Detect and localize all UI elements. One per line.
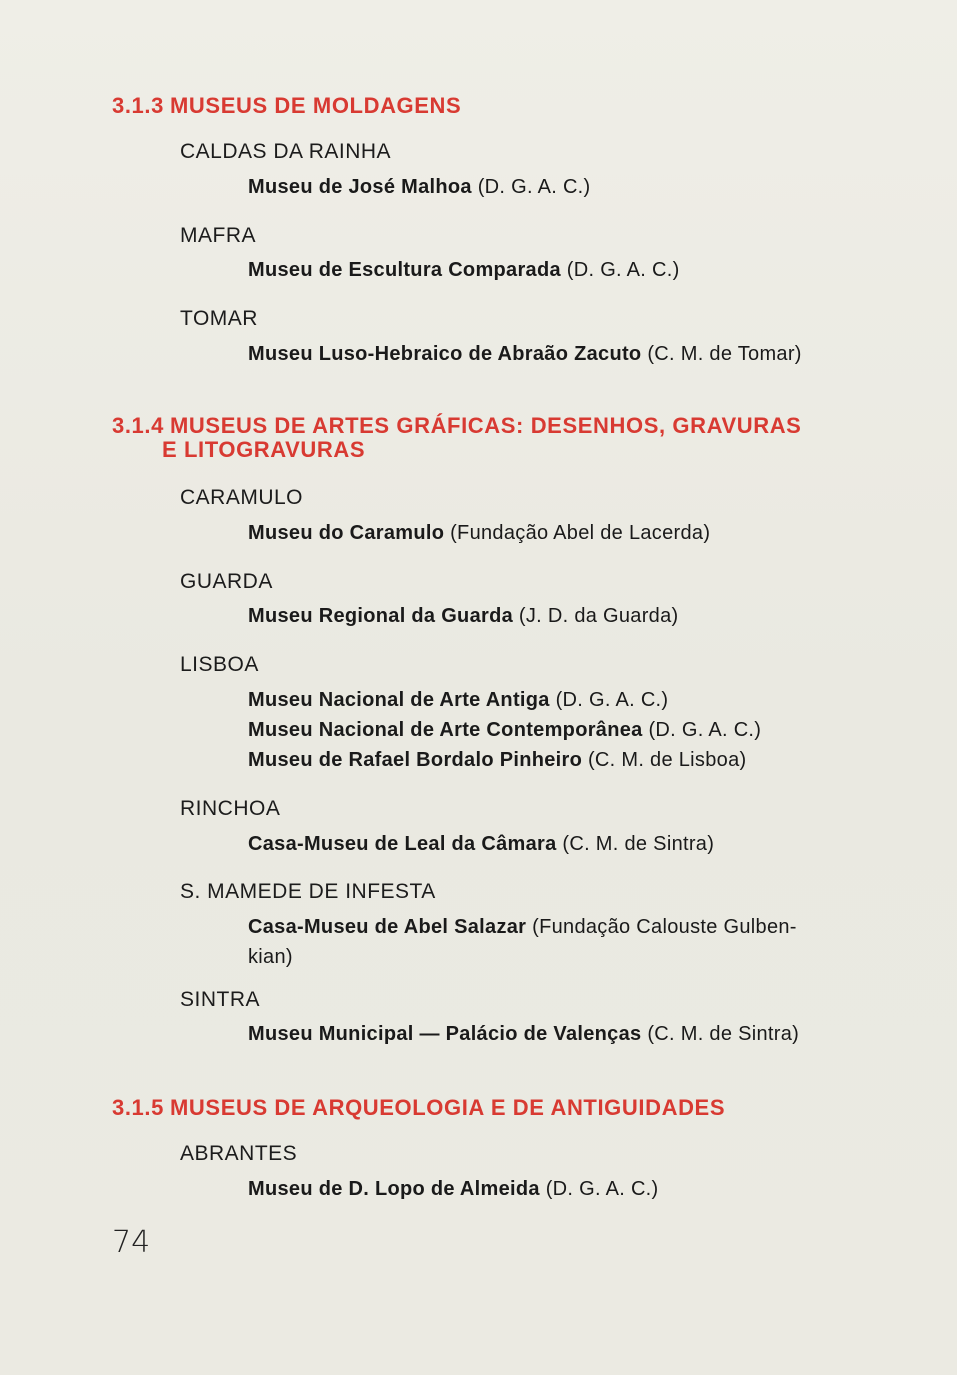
museum-detail: (D. G. A. C.) [555, 689, 669, 711]
museum-entry [248, 685, 880, 715]
museum-detail: (D. G. A. C.) [648, 719, 762, 741]
museum-entry [248, 912, 880, 972]
section-title-continued: E LITOGRAVURAS [162, 437, 366, 462]
museum-detail: (D. G. A. C.) [477, 176, 591, 198]
place-lisboa: LISBOA [180, 653, 259, 676]
page-number: 74 [112, 1225, 151, 1260]
museum-detail: (C. M. de Sintra) [562, 833, 715, 855]
section-title: MUSEUS DE ARQUEOLOGIA E DE ANTIGUIDADES [170, 1095, 726, 1120]
section-number: 3.1.4 [112, 413, 164, 438]
section-heading-3-1-5 [112, 1096, 892, 1120]
place-caramulo: CARAMULO [180, 486, 304, 509]
museum-entry [248, 601, 880, 631]
museum-entry [248, 339, 880, 369]
museum-detail: (Fundação Abel de Lacerda) [450, 522, 711, 544]
museum-entry [248, 518, 880, 548]
place-abrantes: ABRANTES [180, 1142, 298, 1165]
museum-detail: (C. M. de Tomar) [647, 343, 802, 365]
museum-detail: (C. M. de Sintra) [647, 1023, 800, 1045]
museum-entry [248, 1019, 880, 1049]
museum-name: Casa-Museu de Leal da Câmara [248, 833, 557, 855]
museum-name: Museu de Rafael Bordalo Pinheiro [248, 749, 583, 771]
museum-detail: (J. D. da Guarda) [518, 605, 679, 627]
museum-entry [248, 1174, 880, 1204]
museum-name: Museu Municipal — Palácio de Valenças [248, 1023, 642, 1045]
museum-entry [248, 829, 880, 859]
museum-name: Museu de José Malhoa [248, 176, 472, 198]
museum-entry [248, 255, 880, 285]
place-sintra: SINTRA [180, 988, 261, 1011]
section-number: 3.1.3 [112, 93, 164, 118]
museum-detail: (C. M. de Lisboa) [587, 749, 747, 771]
museum-entry [248, 745, 880, 775]
section-heading-3-1-3 [112, 94, 892, 118]
place-guarda: GUARDA [180, 570, 273, 593]
museum-name: Museu do Caramulo [248, 522, 445, 544]
section-title: MUSEUS DE MOLDAGENS [170, 93, 462, 118]
museum-name: Museu Luso-Hebraico de Abraão Zacuto [248, 343, 642, 365]
museum-entry [248, 172, 880, 202]
section-title: MUSEUS DE ARTES GRÁFICAS: DESENHOS, GRAVURAS [170, 413, 802, 438]
place-caldas-da-rainha: CALDAS DA RAINHA [180, 140, 392, 163]
museum-detail: (D. G. A. C.) [545, 1178, 659, 1200]
museum-detail: (Fundação Calouste Gulben- [532, 916, 797, 938]
museum-name: Museu de Escultura Comparada [248, 259, 561, 281]
section-number: 3.1.5 [112, 1095, 164, 1120]
place-rinchoa: RINCHOA [180, 797, 281, 820]
museum-name: Museu de D. Lopo de Almeida [248, 1178, 540, 1200]
museum-name: Museu Regional da Guarda [248, 605, 514, 627]
place-s-mamede-de-infesta: S. MAMEDE DE INFESTA [180, 880, 436, 903]
museum-entry [248, 715, 880, 745]
museum-name: Museu Nacional de Arte Antiga [248, 689, 550, 711]
museum-name: Museu Nacional de Arte Contemporânea [248, 719, 643, 741]
place-mafra: MAFRA [180, 224, 256, 247]
museum-detail: (D. G. A. C.) [566, 259, 680, 281]
place-tomar: TOMAR [180, 307, 258, 330]
museum-name: Casa-Museu de Abel Salazar [248, 916, 527, 938]
section-heading-3-1-4 [112, 414, 892, 462]
museum-detail-continued: kian) [248, 946, 293, 968]
